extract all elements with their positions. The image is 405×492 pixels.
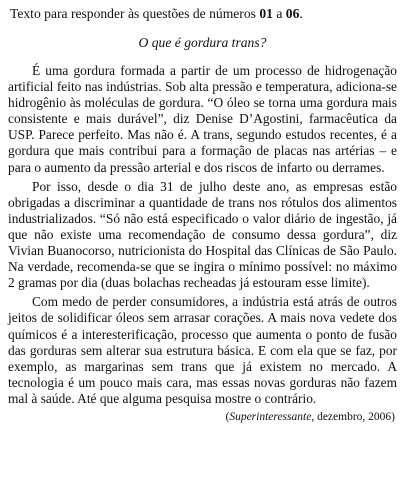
question-end-number: 06 (285, 6, 300, 21)
question-start-number: 01 (259, 6, 273, 21)
instruction-connector: a (272, 6, 286, 21)
article-paragraph-1: É uma gordura formada a partir de um processo de hidrogenação artificial feito nas indústrias. Sob alta pressão e temperatura, adiciona-se hidrogênio às moléculas de gordura. “O óleo se torna uma gordura mais consistente e mais durável”, diz Denise D’Agostini, farmacêutica da USP. Parece perfeito. Mas não é. A trans, segundo estudos recentes, é a gordura que mais contribui para a formação de placas nas artérias – e para o aumento da pressão arterial e dos riscos de infarto ou derrames. (8, 63, 397, 175)
source-date: , dezembro, 2006 (311, 410, 392, 423)
source-close-paren: ) (391, 410, 395, 423)
source-publication: Superinteressante (229, 410, 312, 423)
article-paragraph-3: Com medo de perder consumidores, a indústria está atrás de outros jeitos de solidificar óleos sem arrasar corações. A mais nova vedete dos químicos é a interesterificação, processo que aumenta o ponto de fusão das gorduras sem alterar sua estrutura básica. E com ela que se faz, por exemplo, as margarinas sem trans que já existem no mercado. A tecnologia é um pouco mais cara, mas essas novas gorduras não fazem mal à saúde. Até que alguma pesquisa mostre o contrário. (8, 294, 397, 406)
instruction-prefix: Texto para responder às questões de números (10, 6, 260, 21)
source-open-paren: ( (225, 410, 230, 423)
instruction-line (10, 5, 397, 22)
article-paragraph-2: Por isso, desde o dia 31 de julho deste ano, as empresas estão obrigadas a discriminar a quantidade de trans nos rótulos dos alimentos industrializados. “Só não está especificado o valor diário de ingestão, já que não existe uma recomendação de consumo dessa gordura”, diz Vivian Buanocorso, nutricionista do Hospital das Clínicas de São Paulo. Na verdade, recomenda-se que se ingira o mínimo possível: no máximo 2 gramas por dia (duas bolachas recheadas já estouram esse limite). (8, 178, 397, 291)
article-title: O que é gordura trans? (138, 35, 267, 50)
article-source (8, 410, 395, 425)
instruction-suffix: . (299, 6, 303, 21)
